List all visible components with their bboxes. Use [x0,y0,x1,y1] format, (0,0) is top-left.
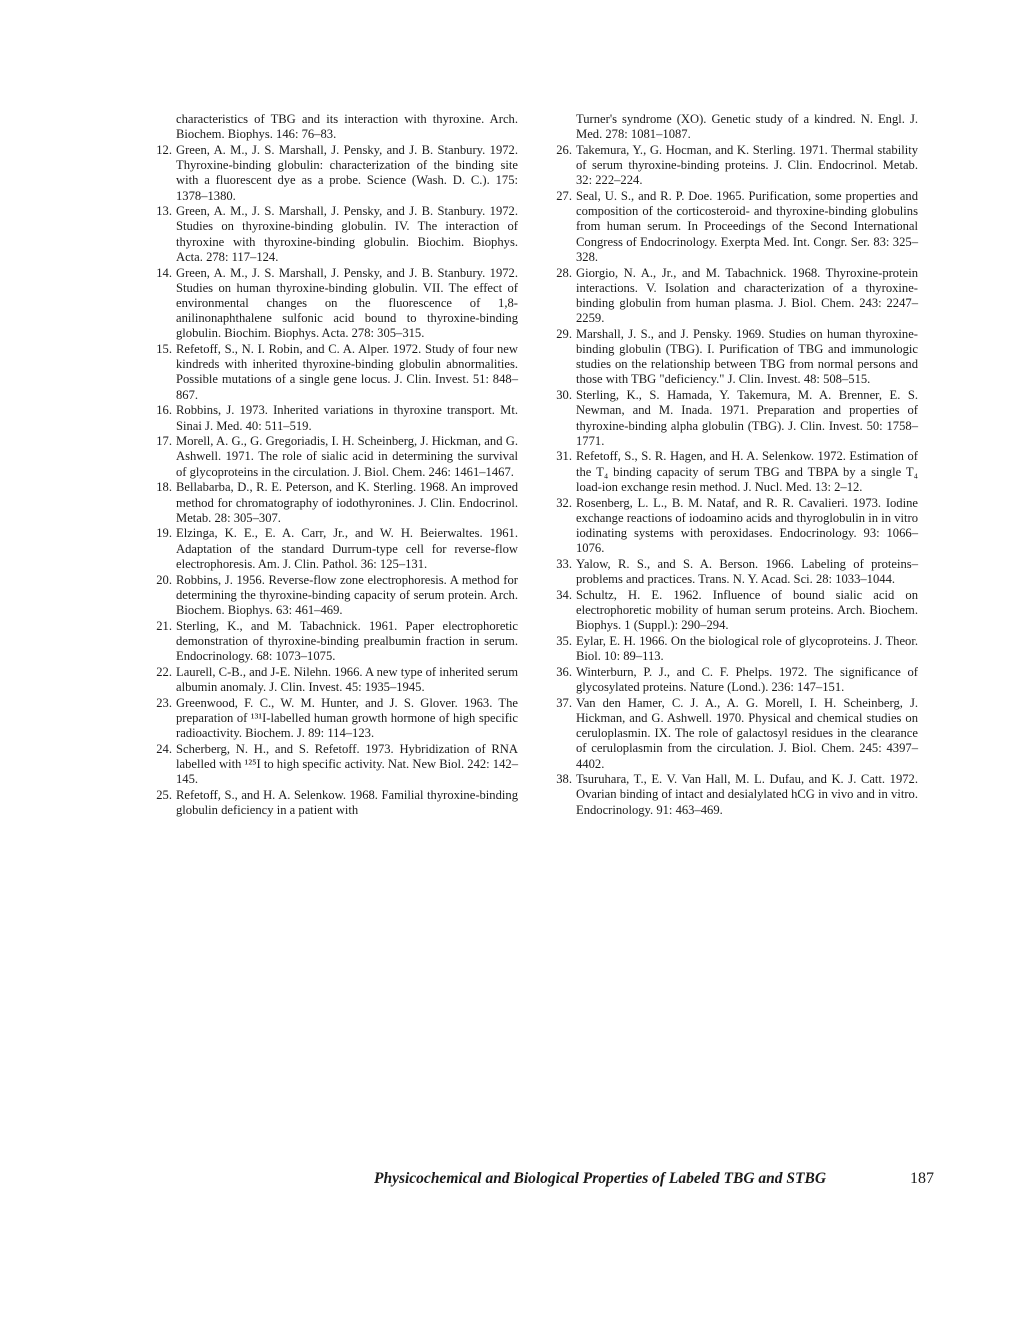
page-number: 187 [910,1170,934,1187]
reference-item: characteristics of TBG and its interaction with thyroxine. Arch. Biochem. Biophys. 146: 76–83. [176,112,518,142]
reference-item: 37. Van den Hamer, C. J. A., A. G. Morell, I. H. Scheinberg, J. Hickman, and G. Ashwell. 1970. Physical and chemical studies on ceruloplasmin. IX. The role of galactosyl residues in the clearance of ceruloplasmin from the circulation. J. Biol. Chem. 245: 4397–4402. [556,695,918,771]
reference-item: 32. Rosenberg, L. L., B. M. Nataf, and R. R. Cavalieri. 1973. Iodine exchange reactions of iodoamino acids and thyroglobulin in in vitro iodinating systems with peroxidases. Endocrinology. 93: 1066–1076. [556,495,918,556]
reference-item: 35. Eylar, E. H. 1966. On the biological role of glycoproteins. J. Theor. Biol. 10: 89–113. [556,633,918,664]
page-footer [374,1170,934,1188]
reference-item: 17. Morell, A. G., G. Gregoriadis, I. H. Scheinberg, J. Hickman, and G. Ashwell. 1971. The role of sialic acid in determining the survival of glycoproteins in the circulation. J. Biol. Chem. 246: 1461–1467. [156,434,518,479]
reference-item: 23. Greenwood, F. C., W. M. Hunter, and J. S. Glover. 1963. The preparation of ¹³¹I-labelled human growth hormone of high specific radioactivity. Biochem. J. 89: 114–123. [156,695,518,741]
reference-item: 15. Refetoff, S., N. I. Robin, and C. A. Alper. 1972. Study of four new kindreds with inherited thyroxine-binding globulin abnormalities. Possible mutations of a single gene locus. J. Clin. Invest. 51: 848–867. [156,342,518,402]
reference-item: 25. Refetoff, S., and H. A. Selenkow. 1968. Familial thyroxine-binding globulin deficiency in a patient with [156,787,518,818]
reference-item: 16. Robbins, J. 1973. Inherited variations in thyroxine transport. Mt. Sinai J. Med. 40: 511–519. [156,403,518,433]
reference-item: 22. Laurell, C-B., and J-E. Nilehn. 1966. A new type of inherited serum albumin anomaly. J. Clin. Invest. 45: 1935–1945. [156,664,518,695]
reference-item: Turner's syndrome (XO). Genetic study of a kindred. N. Engl. J. Med. 278: 1081–1087. [576,112,918,142]
reference-item: 34. Schultz, H. E. 1962. Influence of bound sialic acid on electrophoretic mobility of human serum proteins. Arch. Biochem. Biophys. 1 (Suppl.): 290–294. [556,587,918,633]
reference-item: 27. Seal, U. S., and R. P. Doe. 1965. Purification, some properties and composition of the corticosteroid- and thyroxine-binding globulins from human serum. In Proceedings of the Second International Congress of Endocrinology. Exerpta Med. Int. Congr. Ser. 83: 325–328. [556,189,918,264]
reference-item: 26. Takemura, Y., G. Hocman, and K. Sterling. 1971. Thermal stability of serum thyroxine-binding proteins. J. Clin. Endocrinol. Metab. 32: 222–224. [556,142,918,188]
reference-item: 33. Yalow, R. S., and S. A. Berson. 1966. Labeling of proteins–problems and practices. Trans. N. Y. Acad. Sci. 28: 1033–1044. [556,556,918,587]
reference-item: 13. Green, A. M., J. S. Marshall, J. Pensky, and J. B. Stanbury. 1972. Studies on thyroxine-binding globulin. IV. The interaction of thyroxine with thyroxine-binding globulin. Biochim. Biophys. Acta. 278: 117–124. [156,204,518,264]
reference-item: 30. Sterling, K., S. Hamada, Y. Takemura, M. A. Brenner, E. S. Newman, and M. Inada. 1971. Preparation and properties of thyroxine-binding alpha globulin (TBG). J. Clin. Invest. 50: 1758–1771. [556,388,918,448]
reference-item: 31. Refetoff, S., S. R. Hagen, and H. A. Selenkow. 1972. Estimation of the T₄ binding capacity of serum TBG and TBPA by a single T₄ load-ion exchange resin method. J. Nucl. Med. 13: 2–12. [556,449,918,494]
reference-item: 21. Sterling, K., and M. Tabachnick. 1961. Paper electrophoretic demonstration of thyroxine-binding prealbumin fraction in serum. Endocrinology. 68: 1073–1075. [156,618,518,664]
reference-item: 14. Green, A. M., J. S. Marshall, J. Pensky, and J. B. Stanbury. 1972. Studies on human thyroxine-binding globulin. VII. The effect of environmental changes on the fluorescence of 1,8-anilinonaphthalene sulfonic acid bound to thyroxine-binding globulin. Biochim. Biophys. Acta. 278: 305–315. [156,265,518,341]
running-title: Physicochemical and Biological Properties of Labeled TBG and STBG [374,1170,827,1187]
reference-list-right [548,112,918,818]
reference-list-left [148,112,518,819]
reference-item: 18. Bellabarba, D., R. E. Peterson, and K. Sterling. 1968. An improved method for chromatography of iodothyronines. J. Clin. Endocrinol. Metab. 28: 305–307. [156,480,518,525]
reference-item: 28. Giorgio, N. A., Jr., and M. Tabachnick. 1968. Thyroxine-protein interactions. V. Isolation and characterization of a thyroxine-binding globulin from human plasma. J. Biol. Chem. 243: 2247–2259. [556,265,918,326]
reference-item: 12. Green, A. M., J. S. Marshall, J. Pensky, and J. B. Stanbury. 1972. Thyroxine-binding globulin: characterization of the binding site with a fluorescent dye as a probe. Science (Wash. D. C.). 175: 1378–1380. [156,142,518,203]
reference-item: 24. Scherberg, N. H., and S. Refetoff. 1973. Hybridization of RNA labelled with ¹²⁵I to high specific activity. Nat. New Biol. 242: 142–145. [156,741,518,787]
reference-item: 19. Elzinga, K. E., E. A. Carr, Jr., and W. H. Beierwaltes. 1961. Adaptation of the standard Durrum-type cell for reverse-flow electrophoresis. Am. J. Clin. Pathol. 36: 125–131. [156,526,518,571]
reference-item: 36. Winterburn, P. J., and C. F. Phelps. 1972. The significance of glycosylated proteins. Nature (Lond.). 236: 147–151. [556,664,918,695]
reference-item: 29. Marshall, J. S., and J. Pensky. 1969. Studies on human thyroxine-binding globulin (TBG). I. Purification of TBG and immunologic studies on the relationship between TBG from normal persons and those with TBG "deficiency." J. Clin. Invest. 48: 508–515. [556,326,918,387]
reference-item: 20. Robbins, J. 1956. Reverse-flow zone electrophoresis. A method for determining the thyroxine-binding capacity of serum protein. Arch. Biochem. Biophys. 63: 461–469. [156,572,518,617]
reference-item: 38. Tsuruhara, T., E. V. Van Hall, M. L. Dufau, and K. J. Catt. 1972. Ovarian binding of intact and desialylated hCG in vivo and in vitro. Endocrinology. 91: 463–469. [556,772,918,817]
